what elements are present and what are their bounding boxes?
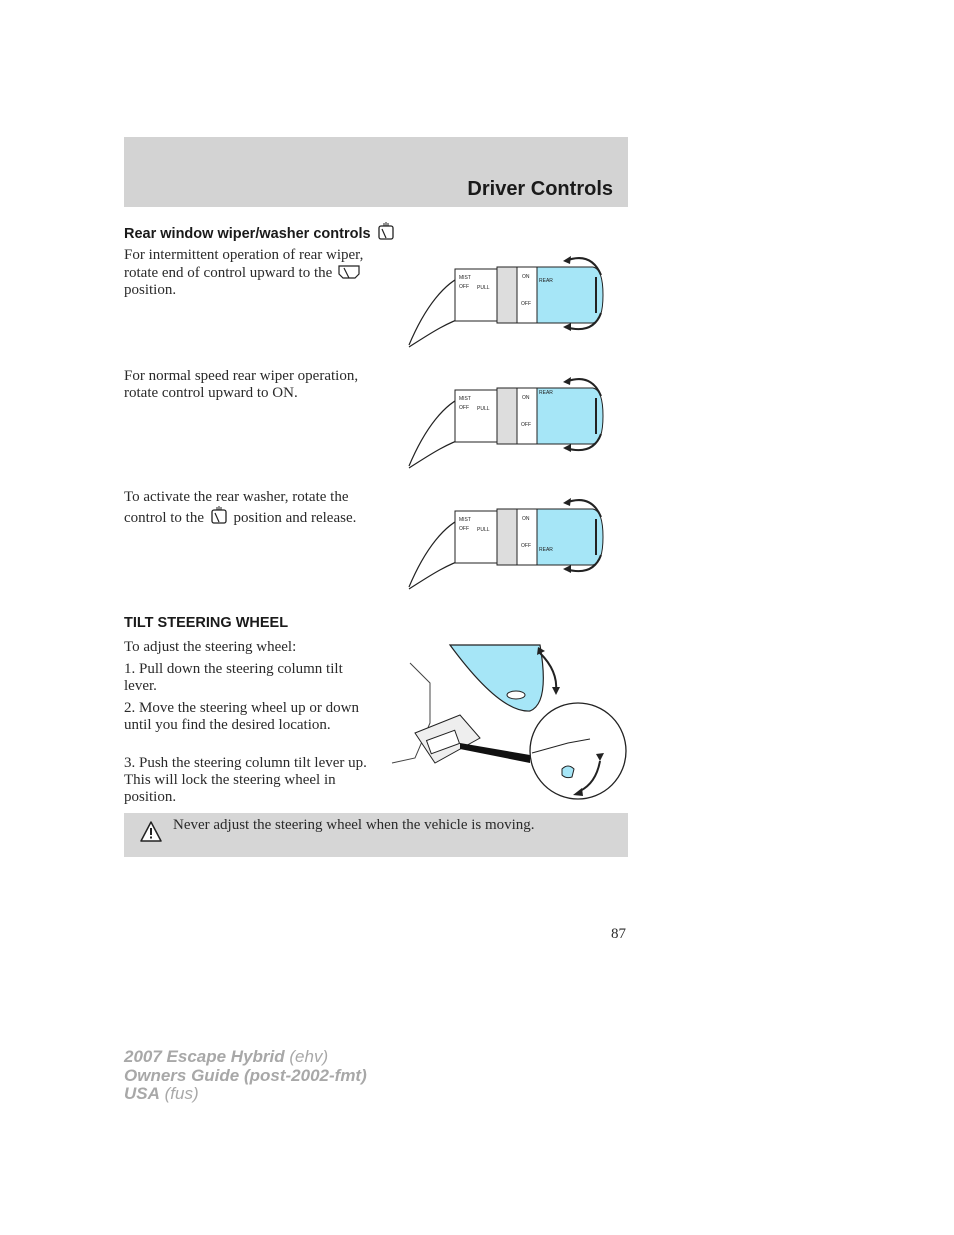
label-pull: PULL: [477, 285, 490, 291]
footer-model-code: (ehv): [284, 1047, 329, 1066]
rear-wiper-heading: [124, 222, 397, 242]
label-rear: REAR: [539, 390, 553, 396]
label-off2: OFF: [521, 543, 531, 549]
rear-wiper-washer-icon: [377, 222, 395, 241]
p3-text-after: position and release.: [233, 510, 357, 526]
rear-wiper-paragraph-2: For normal speed rear wiper operation, rotate control upward to ON.: [124, 368, 359, 401]
label-pull: PULL: [477, 527, 490, 533]
footer-line-2: [124, 1067, 367, 1086]
rear-wiper-paragraph-1: [124, 247, 374, 299]
footer-model: 2007 Escape Hybrid: [124, 1047, 285, 1066]
label-rear: REAR: [539, 278, 553, 284]
label-off: OFF: [459, 284, 469, 290]
tilt-step-1: 1. Pull down the steering column tilt lever.: [124, 661, 343, 694]
footer-line-1: [124, 1048, 367, 1067]
header-band: [124, 137, 628, 207]
page-number: 87: [611, 926, 626, 942]
footer: [124, 1048, 367, 1104]
label-mist: MIST: [459, 396, 471, 402]
label-mist: MIST: [459, 275, 471, 281]
page-title: Driver Controls: [467, 178, 613, 200]
label-off: OFF: [459, 526, 469, 532]
p1-text-after: position.: [124, 282, 177, 298]
tilt-step-3: 3. Push the steering column tilt lever up. This will lock the steering wheel in position.: [124, 755, 367, 805]
label-mist: MIST: [459, 517, 471, 523]
rear-wiper-intermittent-icon: [338, 264, 360, 280]
footer-line-3: [124, 1085, 367, 1104]
label-off: OFF: [459, 405, 469, 411]
label-off2: OFF: [521, 301, 531, 307]
stalk-diagram-normal: [405, 368, 615, 488]
footer-guide: Owners Guide (post-2002-fmt): [124, 1065, 367, 1085]
label-pull: PULL: [477, 406, 490, 412]
p3-text-before: To activate the rear washer, rotate the control to the: [124, 489, 349, 526]
footer-market-code: (fus): [159, 1084, 199, 1103]
tilt-intro: To adjust the steering wheel:: [124, 639, 297, 655]
label-on: ON: [522, 516, 530, 522]
tilt-steering-heading: TILT STEERING WHEEL: [124, 615, 289, 631]
label-rear: REAR: [539, 547, 553, 553]
footer-market: USA: [124, 1084, 160, 1103]
p1-text-before: For intermittent operation of rear wiper, rotate end of control upward to the: [124, 247, 364, 281]
warning-triangle-icon: [140, 821, 162, 843]
warning-text: Never adjust the steering wheel when the vehicle is moving.: [173, 817, 535, 833]
tilt-steering-illustration: [390, 643, 630, 805]
tilt-step-2: 2. Move the steering wheel up or down until you find the desired location.: [124, 700, 359, 733]
stalk-diagram-washer: [405, 489, 615, 609]
label-on: ON: [522, 274, 530, 280]
label-on: ON: [522, 395, 530, 401]
label-off2: OFF: [521, 422, 531, 428]
rear-washer-icon: [210, 506, 228, 525]
rear-wiper-heading-text: Rear window wiper/washer controls: [124, 226, 371, 242]
rear-wiper-paragraph-3: [124, 489, 369, 527]
stalk-diagram-intermittent: [405, 247, 615, 367]
warning-box: [124, 813, 628, 857]
